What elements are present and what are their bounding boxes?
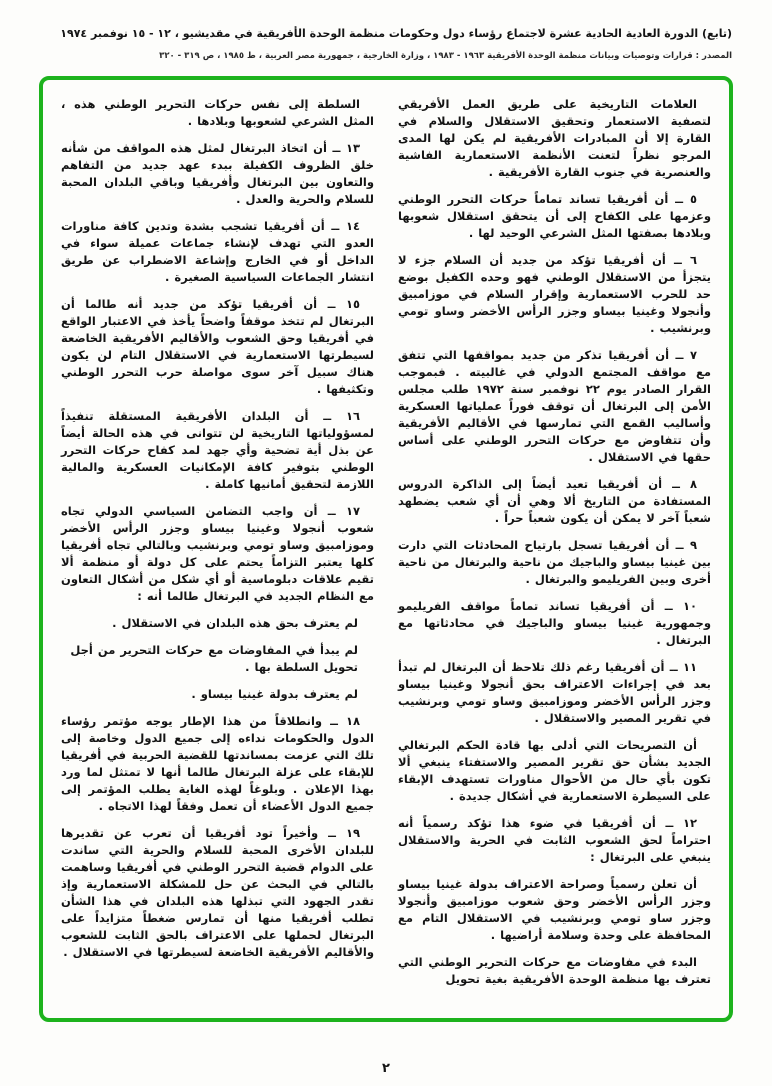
paragraph-numbered-16: ١٦ ــ أن البلدان الأفريقية المستقلة تنفيذاً لمسؤولياتها التاريخية لن تتوانى في هذه الحالة أيضاً عن بذل أية تضحية وأي جهد لمد كفاح حركات التحرر الوطني بتوفير كافة الإمكانيات العسكرية والمالية اللازمة لتحقيق أمانيها كاملة . — [61, 409, 374, 492]
paragraph-numbered-9: ٩ ــ أن أفريقيا تسجل بارتياح المحادثات التي دارت بين غينيا بيساو والباجيك من ناحية والبرتغال من ناحية أخرى وبين الفريليمو والبرتغال . — [398, 538, 711, 587]
right-text-column — [398, 96, 711, 1008]
paragraph: البدء في مفاوضات مع حركات التحرير الوطني التي تعترف بها منظمة الوحدة الأفريقية بغية تحويل — [398, 955, 711, 987]
paragraph: أن تعلن رسمياً وصراحة الاعتراف بدولة غينيا بيساو وجزر الرأس الأخضر وحق شعوب موزامبيق وأنجولا وجزر ساو تومي وبرنشيب في الاستقلال التام مع المحافظة على وحدة وسلامة أراضيها . — [398, 877, 711, 943]
list-item: لم يبدأ في المفاوضات مع حركات التحرير من أجل تحويل السلطة بها . — [70, 643, 358, 675]
list-item: لم يعترف بحق هذه البلدان في الاستقلال . — [112, 616, 358, 631]
paragraph-numbered-15: ١٥ ــ أن أفريقيا تؤكد من جديد أنه طالما أن البرتغال لم تتخذ موقفاً واضحاً يأخذ في الاعتبار الواقع في أفريقيا وحق الشعوب والأقاليم الأفريقية الخاضعة لسيطرتها الاستعمارية في الاستقلال التام لن يكون هناك سبيل آخر سوى مواصلة حرب التحرر الوطني وتكثيفها . — [61, 297, 374, 397]
paragraph-numbered-13: ١٣ ــ أن اتخاذ البرتغال لمثل هذه المواقف من شأنه خلق الظروف الكفيلة ببدء عهد جديد من التفاهم والتعاون بين البرتغال وأفريقيا وباقي البلدان المحبة للسلام والحرية والعدل . — [61, 141, 374, 207]
paragraph: السلطة إلى نفس حركات التحرير الوطني هذه ، المثل الشرعي لشعوبها وبلادها . — [61, 97, 374, 129]
page-footer — [0, 1057, 772, 1076]
paragraph-numbered-8: ٨ ــ أن أفريقيا تعيد أيضاً إلى الذاكرة الدروس المستفادة من التاريخ ألا وهي أن أي شعب يضطهد شعباً آخر لا يمكن أن يكون شعباً حراً . — [398, 477, 711, 526]
paragraph-numbered-6: ٦ ــ أن أفريقيا تؤكد من جديد أن السلام جزء لا يتجزأ من الاستقلال الوطني فهو وحده الكفيل بوضع حد للحرب الاستعمارية وإقرار السلام في موزامبيق وأنجولا وغينيا بيساو وجزر الرأس الأخضر وساو تومي وبرنشيب . — [398, 253, 711, 336]
paragraph-numbered-17: ١٧ ــ أن واجب التضامن السياسي الدولي تجاه شعوب أنجولا وغينيا بيساو وجزر الرأس الأخضر وموزامبيق وساو تومي وبرنشيب وبالتالي تجاه أفريقيا كلها يعتبر التزاماً يحتم على كل دولة أو منظمة ألا تقيم علاقات دبلوماسية أو أي شكل من أشكال التعاون مع النظام الجديد في البرتغال طالما أنه : — [61, 504, 374, 604]
green-border-frame — [39, 76, 733, 1022]
list-item: لم يعترف بدولة غينيا بيساو . — [191, 687, 358, 702]
paragraph-numbered-5: ٥ ــ أن أفريقيا تساند تماماً حركات التحرر الوطني وعزمها على الكفاح إلى أن يتحقق استقلال شعوبها وبلادها بصفتها المثل الشرعي الوحيد لها . — [398, 192, 711, 241]
document-source-line: المصدر : قرارات وتوصيات وبيانات منظمة الوحدة الأفريقية ١٩٦٣ - ١٩٨٣ ، وزارة الخارجية ، جمهورية مصر العربية ، ط ١٩٨٥ ، ص ٣١٩ - ٣٢٠ — [159, 50, 732, 61]
paragraph-numbered-19: ١٩ ــ وأخيراً تود أفريقيا أن تعرب عن تقديرها للبلدان الأخرى المحبة للسلام والحرية التي ساندت على الدوام قضية التحرر الوطني في أفريقيا وساهمت بالتالي في البحث عن حل للمشكلة الاستعمارية وإذ تقدر الجهود التي تبذلها هذه البلدان في هذا الشأن تطلب أفريقيا منها أن تمارس ضغطاً متزايداً على البرتغال لحملها على الاعتراف بالحق الثابت للشعوب والأقاليم الأفريقية الخاضعة لسيطرتها في الاستقلال . — [61, 826, 374, 960]
paragraph-numbered-14: ١٤ ــ أن أفريقيا تشجب بشدة وتدين كافة مناورات العدو التي تهدف لإنشاء جماعات عميلة سواء في الداخل أو في الخارج وإشاعة الاضطراب عن طريق انتشار الجماعات السياسية الصغيرة . — [61, 219, 374, 285]
paragraph-numbered-7: ٧ ــ أن أفريقيا تذكر من جديد بمواقفها التي تتفق مع مواقف المجتمع الدولي في غالبيته . فبموجب القرار الصادر يوم ٢٢ نوفمبر سنة ١٩٧٢ طلب مجلس الأمن إلى البرتغال أن توقف فوراً عملياتها العسكرية وأساليب القمع التي تمارسها في الأقاليم الأفريقية وأن تتفاوض مع حركات التحرر الوطني على أساس حقها في الاستقلال . — [398, 348, 711, 465]
page-number: ٢ — [382, 1061, 390, 1076]
paragraph-numbered-12: ١٢ ــ أن أفريقيا في ضوء هذا تؤكد رسمياً أنه احتراماً لحق الشعوب الثابت في الحرية والاستقلال ينبغي على البرتغال : — [398, 816, 711, 865]
document-header — [0, 0, 772, 62]
document-title: (تابع) الدورة العادية الحادية عشرة لاجتماع رؤساء دول وحكومات منظمة الوحدة الأفريقية في مقديشيو ، ١٢ - ١٥ نوفمبر ١٩٧٤ — [60, 27, 732, 40]
paragraph-numbered-18: ١٨ ــ وانطلاقاً من هذا الإطار يوجه مؤتمر رؤساء الدول والحكومات نداءه إلى جميع الدول وخاصة إلى تلك التي عزمت بمساندتها للقضية الحربية في أفريقيا للإبقاء على عزلة البرتغال طالما أنها لا تمتثل لما ورد بهذا الإعلان . وبلوغاً لهذه الغاية يطلب المؤتمر إلى جميع الدول الأعضاء أن تعمل وفقاً لهذا الاتجاه . — [61, 714, 374, 814]
left-text-column — [61, 96, 374, 1008]
paragraph-numbered-11: ١١ ــ أن أفريقيا رغم ذلك تلاحظ أن البرتغال لم تبدأ بعد في إجراءات الاعتراف بحق أنجولا وغينيا بيساو وجزر الرأس الأخضر وموزامبيق وساو تومي وبرنشيب في تقرير المصير والاستقلال . — [398, 660, 711, 726]
paragraph-numbered-10: ١٠ ــ أن أفريقيا تساند تماماً مواقف الفريليمو وجمهورية غينيا بيساو والباجيك في محادثاتها مع البرتغال . — [398, 599, 711, 648]
paragraph: أن التصريحات التي أدلى بها قادة الحكم البرتغالي الجديد بشأن حق تقرير المصير والاستفتاء ينبغي ألا تكون بأي حال من الأحوال مناورات تستهدف الإبقاء على السيطرة الاستعمارية في أشكال جديدة . — [398, 738, 711, 804]
paragraph: العلامات التاريخية على طريق العمل الأفريقي لتصفية الاستعمار وتحقيق الاستقلال والسلام في القارة إلا أن المبادرات الأفريقية لم يكن لها المدى المرجو نظراً لتعنت الأنظمة الاستعمارية الفاشية والعنصرية في جنوب القارة الأفريقية . — [398, 97, 711, 180]
